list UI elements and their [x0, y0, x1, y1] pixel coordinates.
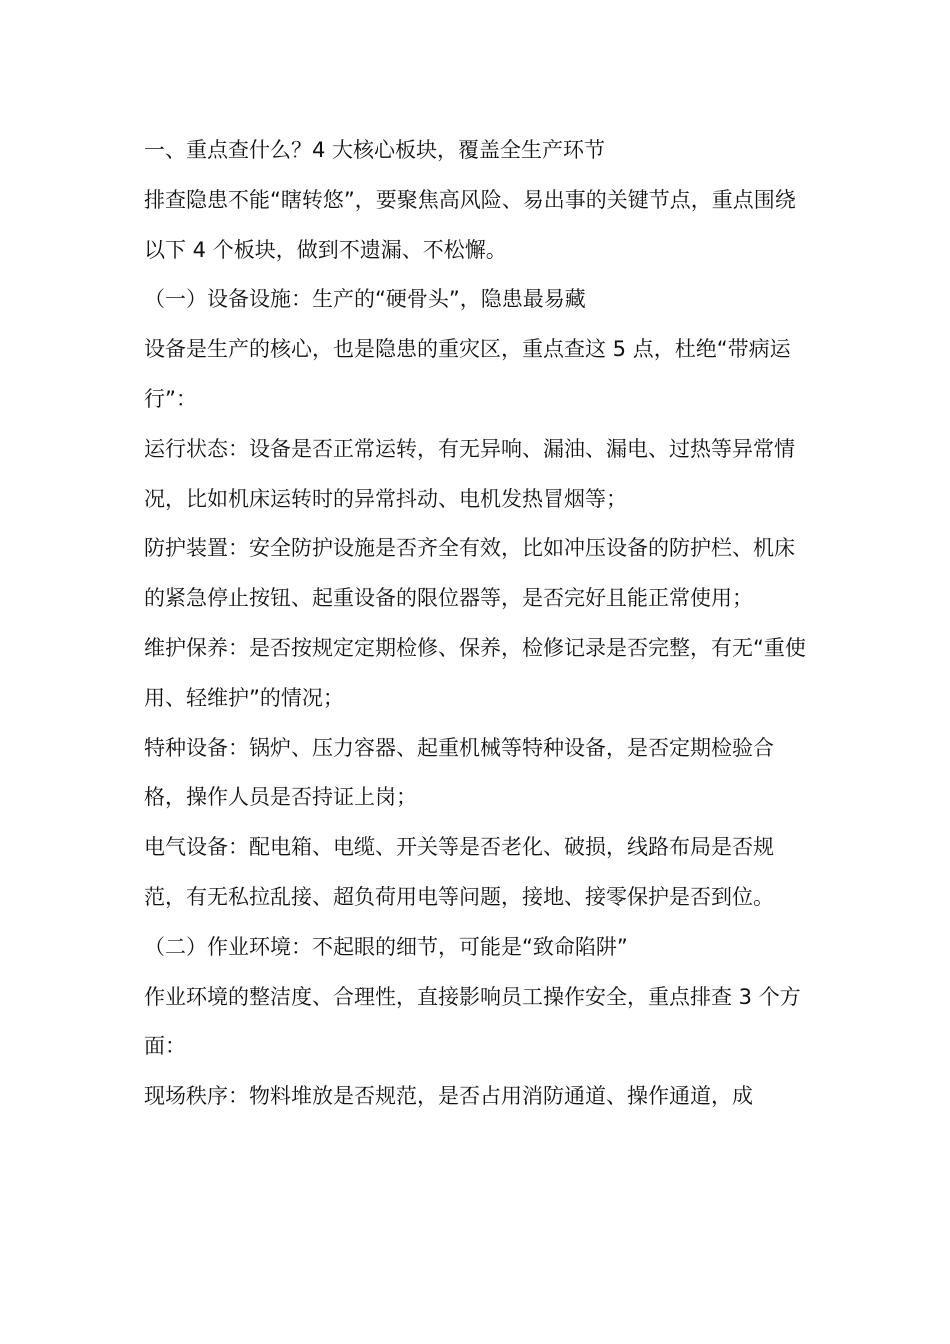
equipment-intro-paragraph: 设备是生产的核心，也是隐患的重灾区，重点查这 5 点，杜绝“带病运行”：: [144, 337, 791, 411]
document-body: [144, 126, 808, 1122]
subsection-heading-equipment: （一）设备设施：生产的“硬骨头”，隐患最易藏: [144, 287, 586, 312]
electrical-equipment-paragraph: 电气设备：配电箱、电缆、开关等是否老化、破损，线路布局是否规范，有无私拉乱接、超负荷用电等问题，接地、接零保护是否到位。: [144, 835, 774, 909]
special-equipment-paragraph: 特种设备：锅炉、压力容器、起重机械等特种设备，是否定期检验合格，操作人员是否持证上岗；: [144, 735, 774, 810]
section-heading: 一、重点查什么？4 大核心板块，覆盖全生产环节: [144, 138, 606, 162]
subsection-heading-environment: （二）作业环境：不起眼的细节，可能是“致命陷阱”: [144, 934, 628, 959]
running-status-paragraph: 运行状态：设备是否正常运转，有无异响、漏油、漏电、过热等异常情况，比如机床运转时的异常抖动、电机发热冒烟等；: [144, 436, 795, 511]
intro-paragraph: 排查隐患不能“瞎转悠”，要聚焦高风险、易出事的关键节点，重点围绕以下 4 个板块，做到不遗漏、不松懈。: [144, 187, 796, 262]
site-order-paragraph: 现场秩序：物料堆放是否规范，是否占用消防通道、操作通道，成: [144, 1084, 753, 1109]
maintenance-paragraph: 维护保养：是否按规定定期检修、保养，检修记录是否完整，有无“重使用、轻维护”的情况；: [144, 635, 806, 710]
environment-intro-paragraph: 作业环境的整洁度、合理性，直接影响员工操作安全，重点排查 3 个方面：: [144, 984, 801, 1059]
protective-devices-paragraph: 防护装置：安全防护设施是否齐全有效，比如冲压设备的防护栏、机床的紧急停止按钮、起重设备的限位器等，是否完好且能正常使用；: [144, 536, 795, 611]
